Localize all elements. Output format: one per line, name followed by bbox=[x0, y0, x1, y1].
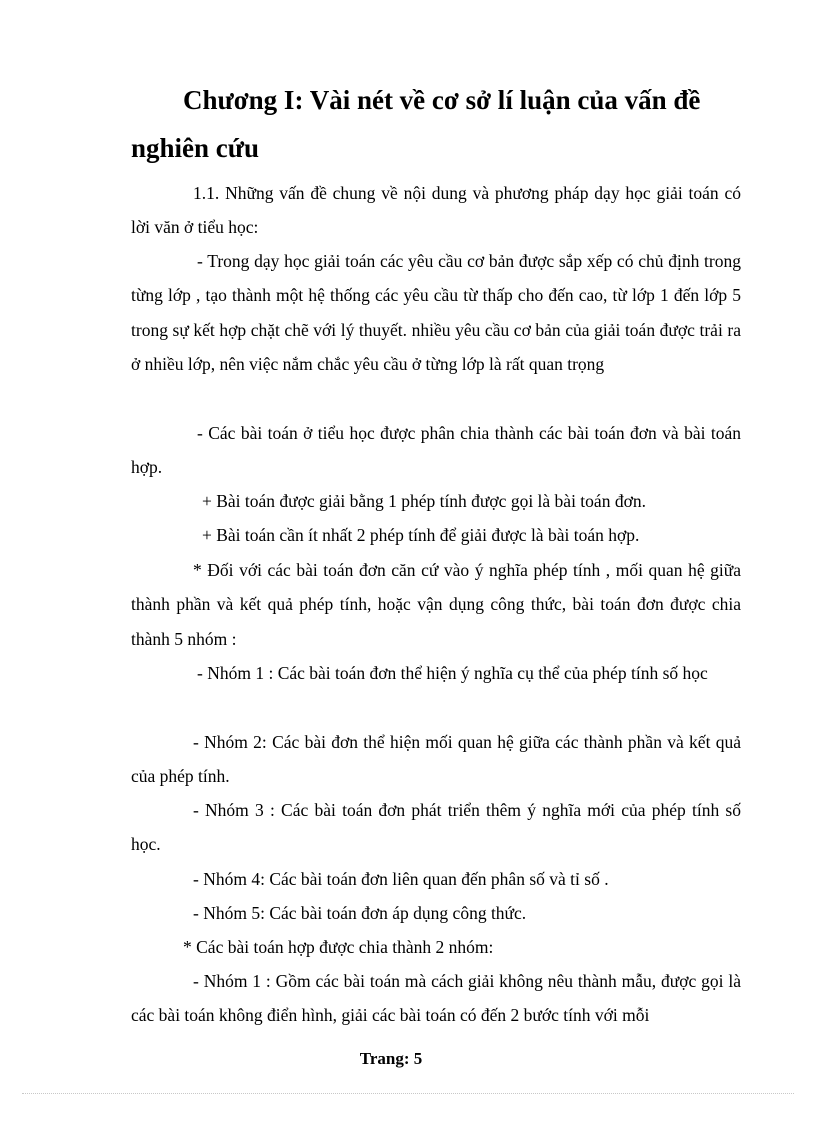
page-footer bbox=[0, 1049, 816, 1069]
paragraph-compound-groups-intro: * Các bài toán hợp được chia thành 2 nhóm: bbox=[183, 937, 494, 957]
paragraph-compound-problem-def: + Bài toán cần ít nhất 2 phép tính để giải được là bài toán hợp. bbox=[202, 525, 640, 545]
paragraph-problem-types: - Các bài toán ở tiểu học được phân chia thành các bài toán đơn và bài toán hợp. bbox=[131, 423, 741, 478]
paragraph-simple-groups-intro: * Đối với các bài toán đơn căn cứ vào ý nghĩa phép tính , mối quan hệ giữa thành phần và kết quả phép tính, hoặc vận dụng công thức, bài toán đơn được chia thành 5 nhóm : bbox=[131, 560, 741, 649]
paragraph-teaching-requirements: - Trong dạy học giải toán các yêu cầu cơ bản được sắp xếp có chủ định trong từng lớp , tạo thành một hệ thống các yêu cầu từ thấp cho đến cao, từ lớp 1 đến lớp 5 trong sự kết hợp chặt chẽ với lý thuyết. nhiều yêu cầu cơ bản của giải toán được trải ra ở nhiều lớp, nên việc nắm chắc yêu cầu ở từng lớp là rất quan trọng bbox=[131, 251, 741, 374]
paragraph-group-1: - Nhóm 1 : Các bài toán đơn thể hiện ý nghĩa cụ thể của phép tính số học bbox=[197, 663, 708, 683]
paragraph-simple-problem-def: + Bài toán được giải bằng 1 phép tính được gọi là bài toán đơn. bbox=[202, 491, 646, 511]
chapter-title-line-2: nghiên cứu bbox=[131, 133, 259, 163]
paragraph-group-2: - Nhóm 2: Các bài đơn thể hiện mối quan hệ giữa các thành phần và kết quả của phép tính. bbox=[131, 732, 741, 787]
paragraph-group-5: - Nhóm 5: Các bài toán đơn áp dụng công thức. bbox=[193, 903, 527, 923]
page-number: Trang: 5 bbox=[359, 1049, 423, 1068]
chapter-title-line-1: Chương I: Vài nét về cơ sở lí luận của vấn đề bbox=[183, 85, 701, 115]
paragraph-1-1: 1.1. Những vấn đề chung về nội dung và phương pháp dạy học giải toán có lời văn ở tiểu học: bbox=[131, 183, 741, 238]
paragraph-compound-group-1: - Nhóm 1 : Gồm các bài toán mà cách giải không nêu thành mẫu, được gọi là các bài toán không điển hình, giải các bài toán có đến 2 bước tính với mỗi bbox=[131, 971, 741, 1026]
paragraph-group-3: - Nhóm 3 : Các bài toán đơn phát triển thêm ý nghĩa mới của phép tính số học. bbox=[131, 800, 741, 855]
page-bottom-divider bbox=[22, 1093, 794, 1094]
paragraph-group-4: - Nhóm 4: Các bài toán đơn liên quan đến phân số và tỉ số . bbox=[193, 869, 609, 889]
